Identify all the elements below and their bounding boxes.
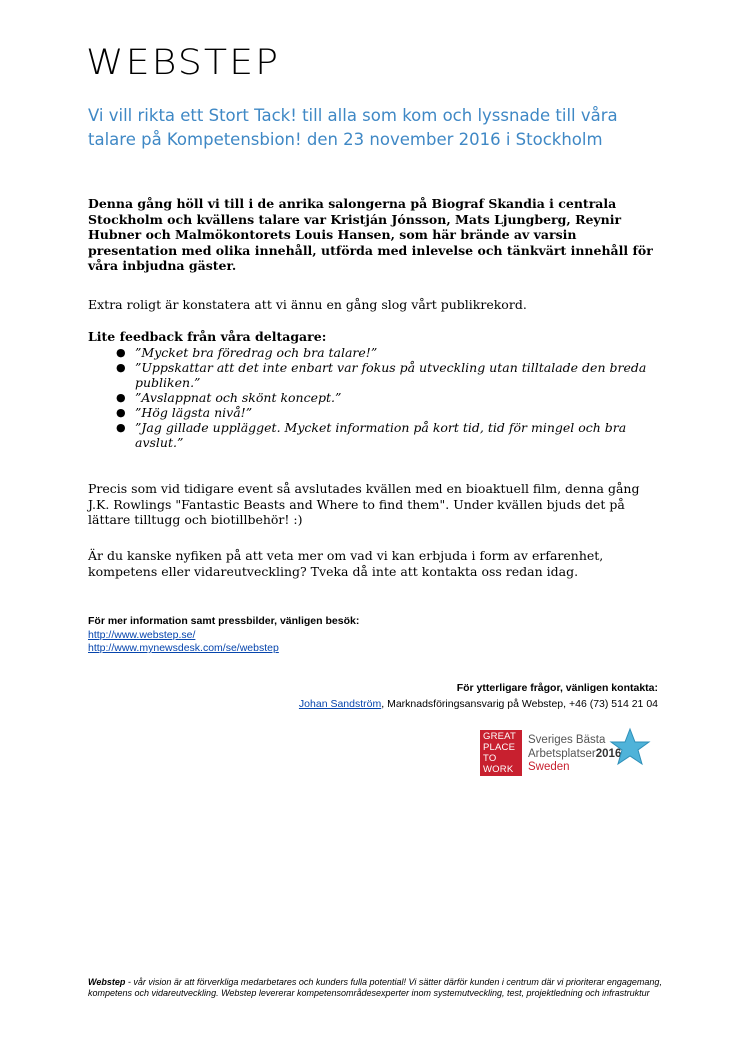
contact-label: För ytterligare frågor, vänligen kontakta: bbox=[456, 682, 658, 694]
bullet-icon: ● bbox=[116, 346, 126, 359]
feedback-list bbox=[88, 345, 663, 450]
bullet-icon: ● bbox=[116, 406, 126, 419]
mynewsdesk-link[interactable]: http://www.mynewsdesk.com/se/webstep bbox=[88, 642, 279, 654]
webstep-link[interactable]: http://www.webstep.se/ bbox=[88, 628, 196, 641]
gptw-logo-box: GREAT PLACE TO WORK bbox=[480, 730, 522, 776]
list-item: ● ”Mycket bra föredrag och bra talare!” bbox=[116, 345, 378, 360]
list-item: ● ”Avslappnat och skönt koncept.” bbox=[116, 390, 342, 405]
list-item: ● ”Hög lägsta nivå!” bbox=[116, 405, 253, 420]
more-info-label: För mer information samt pressbilder, vänligen besök: bbox=[88, 615, 360, 627]
feedback-heading: Lite feedback från våra deltagare: bbox=[88, 329, 327, 344]
list-item: ● ”Uppskattar att det inte enbart var fokus på utveckling utan tilltalade den breda publiken.” bbox=[116, 360, 647, 390]
contact-line bbox=[208, 696, 658, 712]
great-place-to-work-badge bbox=[480, 727, 652, 779]
bullet-icon: ● bbox=[116, 391, 126, 404]
star-icon bbox=[608, 727, 652, 767]
more-info-section bbox=[88, 615, 488, 656]
contact-name-link[interactable]: Johan Sandström bbox=[298, 698, 382, 710]
webstep-logo: WEBSTEP bbox=[86, 42, 281, 83]
record-paragraph: Extra roligt är konstatera att vi ännu en gång slog vårt publikrekord. bbox=[88, 297, 527, 312]
bullet-icon: ● bbox=[116, 421, 126, 434]
headline: Vi vill rikta ett Stort Tack! till alla som kom och lyssnade till våra talare på Kompetensbion! den 23 november 2016 i Stockholm bbox=[88, 106, 618, 149]
gptw-text: Sveriges Bästa Arbetsplatser2016 Sweden bbox=[528, 734, 622, 773]
footer-text: Webstep - vår vision är att förverkliga medarbetares och kunders fulla potential! Vi sätter därför kunden i centrum där vi prioriterar engagemang, kompetens och vidareutveckling. Webstep levererar kompetensområdesexperter inom systemutveckling, test, projektledning och infrastruktur bbox=[88, 977, 662, 998]
contact-details: , Marknadsföringsansvarig på Webstep, +46 (73) 514 21 04 bbox=[381, 698, 658, 710]
contact-section bbox=[208, 680, 658, 712]
contact-paragraph: Är du kanske nyfiken på att veta mer om vad vi kan erbjuda i form av erfarenhet, kompetens eller vidareutveckling? Tveka då inte att kontakta oss redan idag. bbox=[88, 548, 604, 579]
intro-paragraph: Denna gång höll vi till i de anrika salongerna på Biograf Skandia i centrala Stockholm och kvällens talare var Kristján Jónsson, Mats Ljungberg, Reynir Hubner och Malmökontorets Louis Hansen, som här brände av varsin presentation med olika innehåll, utförda med inlevelse och tänkvärt innehåll för våra inbjudna gäster. bbox=[88, 196, 653, 273]
list-item: ● ”Jag gillade upplägget. Mycket information på kort tid, tid för mingel och bra avslut.” bbox=[116, 420, 627, 450]
bullet-icon: ● bbox=[116, 361, 126, 374]
film-paragraph: Precis som vid tidigare event så avslutades kvällen med en bioaktuell film, denna gång J.K. Rowlings "Fantastic Beasts and Where to find them". Under kvällen bjuds det på lättare tilltugg och biotillbehör! :) bbox=[88, 481, 640, 527]
